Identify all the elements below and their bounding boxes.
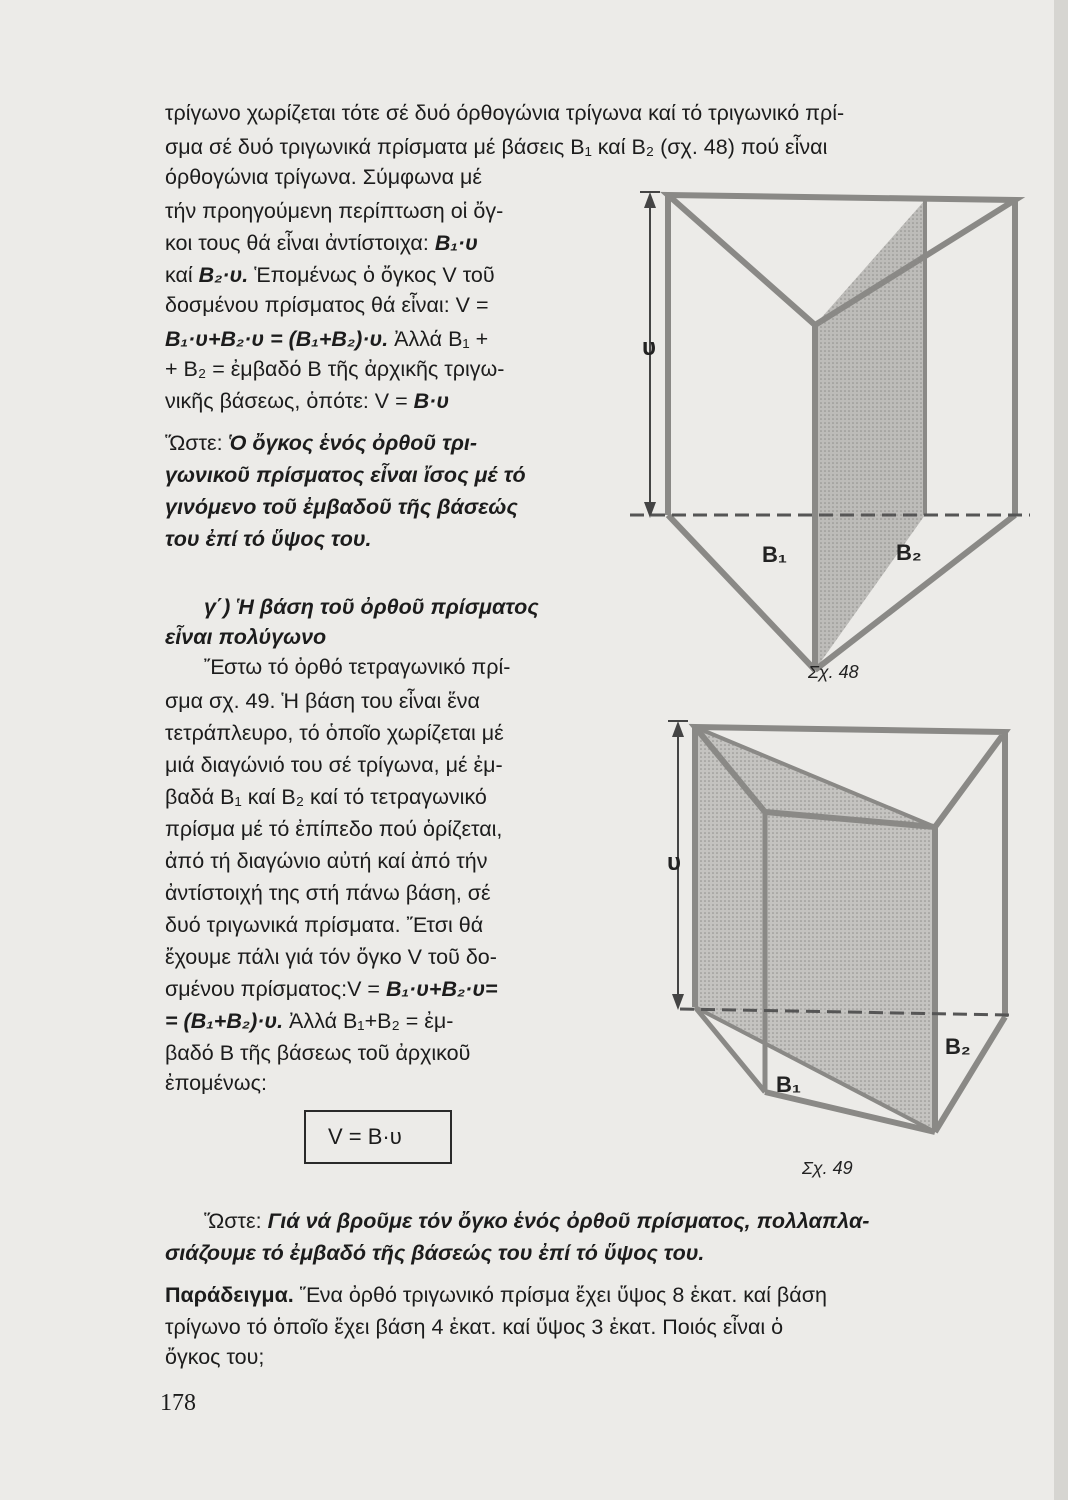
text-line: + B₂ = ἐμβαδό B τῆς ἀρχικῆς τριγω- bbox=[165, 357, 505, 381]
fig48-caption: Σχ. 48 bbox=[808, 662, 859, 682]
section-heading: εἶναι πολύγωνο bbox=[165, 625, 327, 649]
text-line: γωνικοῦ πρίσματος εἶναι ἴσος μέ τό bbox=[165, 463, 526, 487]
text-line: όρθογώνια τρίγωνα. Σύμφωνα μέ bbox=[165, 165, 483, 189]
figure-49 bbox=[660, 712, 1030, 1182]
text-line: δυό τριγωνικά πρίσματα. Ἔτσι θά bbox=[165, 913, 484, 937]
text-line: = (B₁+B₂)·υ. Ἀλλά B₁+B₂ = ἐμ- bbox=[165, 1009, 454, 1033]
text-line: ἀντίστοιχή της στή πάνω βάση, σέ bbox=[165, 881, 491, 905]
text-line: καί B₂·υ. Ἑπομένως ὁ ὄγκος V τοῦ bbox=[165, 263, 495, 287]
text-line: κοι τους θά εἶναι ἀντίστοιχα: B₁·υ bbox=[165, 231, 478, 255]
text-line: τρίγωνο τό ὁποῖο ἔχει βάση 4 ἑκατ. καί ὕψος 3 ἑκατ. Ποιός εἶναι ὁ bbox=[165, 1315, 784, 1339]
text-line: σιάζουμε τό ἐμβαδό τῆς βάσεώς του ἐπί τό ὕψος του. bbox=[165, 1241, 705, 1265]
page-edge bbox=[1054, 0, 1068, 1500]
page-number: 178 bbox=[160, 1390, 196, 1416]
text-line: του ἐπί τό ὕψος του. bbox=[165, 527, 372, 551]
text-line: νικῆς βάσεως, ὁπότε: V = B·υ bbox=[165, 389, 450, 413]
text-line: ἀπό τή διαγώνιο αὐτή καί ἀπό τήν bbox=[165, 849, 488, 873]
text-line: B₁·υ+B₂·υ = (B₁+B₂)·υ. Ἀλλά B₁ + bbox=[165, 327, 489, 351]
text-line: Ὥστε: Γιά νά βροῦμε τόν ὄγκο ἑνός ὀρθοῦ πρίσματος, πολλαπλα- bbox=[204, 1209, 870, 1233]
text-line: βαδά B₁ καί B₂ καί τό τετραγωνικό bbox=[165, 785, 487, 809]
text-line: Ἔστω τό ὀρθό τετραγωνικό πρί- bbox=[204, 655, 511, 679]
text-line: τρίγωνο χωρίζεται τότε σέ δυό όρθογώνια τρίγωνα καί τό τριγωνικό πρί- bbox=[165, 101, 845, 125]
text-line: τετράπλευρο, τό ὁποῖο χωρίζεται μέ bbox=[165, 721, 504, 745]
text-line: τήν προηγούμενη περίπτωση οἱ ὄγ- bbox=[165, 199, 504, 223]
text-line: σμένου πρίσματος:V = B₁·υ+B₂·υ= bbox=[165, 977, 498, 1001]
text-line: Ὥστε: Ὁ ὄγκος ἑνός ὀρθοῦ τρι- bbox=[165, 431, 478, 455]
fig49-caption: Σχ. 49 bbox=[802, 1158, 853, 1178]
fig49-height-label: υ bbox=[667, 849, 681, 876]
text-line: δοσμένου πρίσματος θά εἶναι: V = bbox=[165, 293, 489, 317]
text-line: ἔχουμε πάλι γιά τόν ὄγκο V τοῦ δο- bbox=[165, 945, 497, 969]
text-line: Παράδειγμα. Ἕνα ὀρθό τριγωνικό πρίσμα ἔχει ὕψος 8 ἑκατ. καί βάση bbox=[165, 1283, 827, 1307]
fig48-b1-label: B₁ bbox=[762, 542, 787, 567]
fig49-b2-label: B₂ bbox=[945, 1034, 971, 1059]
text-line: γινόμενο τοῦ ἐμβαδοῦ τῆς βάσεώς bbox=[165, 495, 518, 519]
fig48-top-base bbox=[668, 195, 1015, 325]
fig48-height-label: υ bbox=[642, 334, 656, 361]
text-line: βαδό B τῆς βάσεως τοῦ ἀρχικοῦ bbox=[165, 1041, 471, 1065]
text-line: σμα σχ. 49. Ἡ βάση του εἶναι ἕνα bbox=[165, 689, 480, 713]
text-line: μιά διαγώνιό του σέ τρίγωνα, μέ ἐμ- bbox=[165, 753, 503, 777]
formula-box: V = B·υ bbox=[304, 1110, 452, 1164]
text-line: ὄγκος του; bbox=[165, 1345, 265, 1369]
fig49-b1-label: B₁ bbox=[776, 1072, 801, 1097]
section-heading: γ΄) Ἡ βάση τοῦ ὀρθοῦ πρίσματος bbox=[204, 595, 539, 619]
figure-48 bbox=[600, 170, 1040, 700]
fig48-b2-label: B₂ bbox=[896, 540, 922, 565]
text-line: σμα σέ δυό τριγωνικά πρίσματα μέ βάσεις B₁ καί B₂ (σχ. 48) πού εἶναι bbox=[165, 135, 828, 159]
text-line: πρίσμα μέ τό ἐπίπεδο πού ὁρίζεται, bbox=[165, 817, 503, 841]
text-line: ἐπομένως: bbox=[165, 1071, 267, 1095]
